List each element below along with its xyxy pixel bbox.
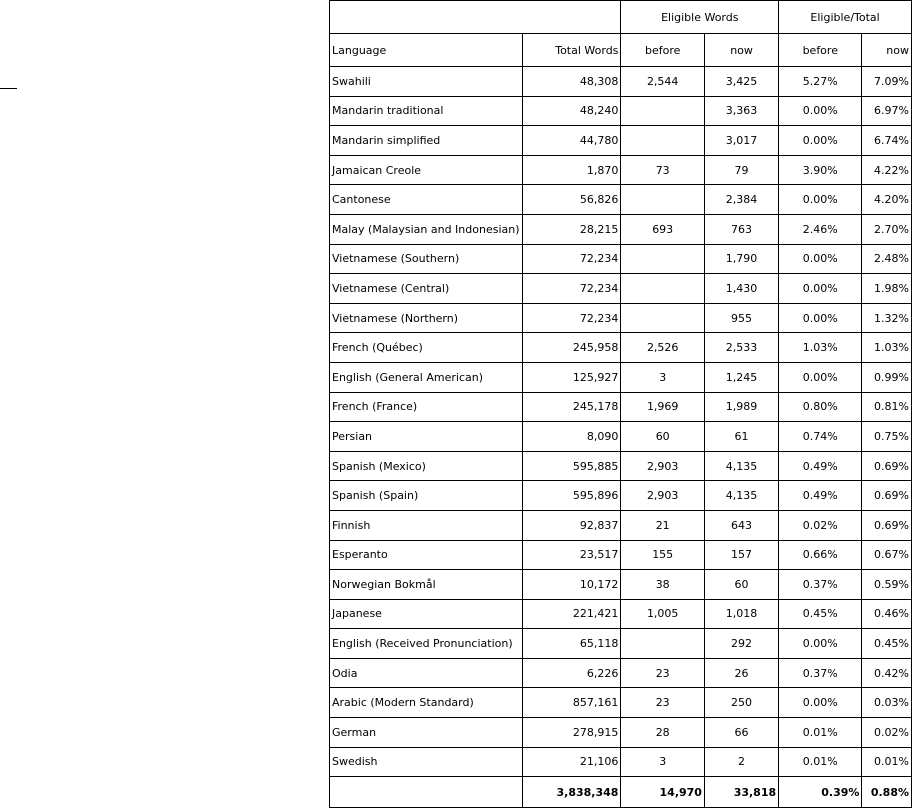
total-words-cell: 245,958 [522,333,621,363]
total-words-before-cell: 14,970 [621,777,705,808]
table-row [330,629,912,659]
language-column-header: Language [330,34,523,67]
total-words-cell: 6,226 [522,658,621,688]
pct-now-column-header: now [862,34,912,67]
language-cell: Arabic (Modern Standard) [330,688,523,718]
table-row [330,155,912,185]
pct-now-cell: 0.69% [862,451,912,481]
words-before-cell: 3 [621,747,705,777]
table-row [330,510,912,540]
words-before-cell: 38 [621,570,705,600]
language-cell: French (France) [330,392,523,422]
words-now-cell: 66 [704,718,778,748]
words-now-cell: 3,425 [704,67,778,97]
pct-now-cell: 0.02% [862,718,912,748]
table-row [330,67,912,97]
table-row [330,333,912,363]
table-row [330,244,912,274]
words-before-cell: 1,969 [621,392,705,422]
words-before-cell: 2,903 [621,481,705,511]
margin-dash [0,88,17,89]
table-row [330,362,912,392]
table-row [330,451,912,481]
words-now-cell: 1,989 [704,392,778,422]
words-before-cell [621,274,705,304]
pct-before-cell: 0.00% [779,126,862,156]
words-now-cell: 79 [704,155,778,185]
pct-before-cell: 0.00% [779,185,862,215]
words-before-cell: 21 [621,510,705,540]
pct-before-cell: 0.00% [779,362,862,392]
total-language-cell [330,777,523,808]
words-before-cell: 2,903 [621,451,705,481]
pct-now-cell: 1.98% [862,274,912,304]
eligible-words-table [329,0,912,808]
words-now-cell: 3,017 [704,126,778,156]
pct-before-cell: 0.66% [779,540,862,570]
table-row [330,718,912,748]
words-now-cell: 955 [704,303,778,333]
pct-before-cell: 0.00% [779,96,862,126]
total-words-cell: 23,517 [522,540,621,570]
total-words-cell: 1,870 [522,155,621,185]
pct-before-cell: 0.00% [779,303,862,333]
pct-before-cell: 0.80% [779,392,862,422]
header-blank-cell [330,1,621,34]
words-before-column-header: before [621,34,705,67]
pct-now-cell: 1.03% [862,333,912,363]
language-cell: English (Received Pronunciation) [330,629,523,659]
pct-before-cell: 2.46% [779,214,862,244]
table-row [330,392,912,422]
pct-before-cell: 0.01% [779,747,862,777]
totals-row [330,777,912,808]
pct-now-cell: 0.45% [862,629,912,659]
words-before-cell: 60 [621,422,705,452]
pct-now-cell: 0.42% [862,658,912,688]
total-words-now-cell: 33,818 [704,777,778,808]
words-before-cell: 3 [621,362,705,392]
words-now-cell: 1,790 [704,244,778,274]
table-row [330,214,912,244]
pct-now-cell: 6.74% [862,126,912,156]
words-now-cell: 61 [704,422,778,452]
language-cell: Swahili [330,67,523,97]
table-row [330,422,912,452]
total-words-cell: 72,234 [522,274,621,304]
words-before-cell [621,629,705,659]
words-now-cell: 763 [704,214,778,244]
table-row [330,540,912,570]
language-cell: Spanish (Mexico) [330,451,523,481]
table-row [330,303,912,333]
total-pct-now-cell: 0.88% [862,777,912,808]
language-cell: Vietnamese (Central) [330,274,523,304]
words-now-cell: 26 [704,658,778,688]
language-cell: Odia [330,658,523,688]
table-row [330,126,912,156]
total-words-cell: 48,240 [522,96,621,126]
language-cell: Spanish (Spain) [330,481,523,511]
language-cell: Norwegian Bokmål [330,570,523,600]
words-before-cell: 155 [621,540,705,570]
words-before-cell [621,244,705,274]
language-cell: Vietnamese (Northern) [330,303,523,333]
pct-now-cell: 0.69% [862,510,912,540]
total-words-cell: 48,308 [522,67,621,97]
words-now-cell: 4,135 [704,451,778,481]
words-now-cell: 250 [704,688,778,718]
pct-before-cell: 3.90% [779,155,862,185]
total-words-cell: 28,215 [522,214,621,244]
language-cell: Jamaican Creole [330,155,523,185]
words-now-cell: 1,430 [704,274,778,304]
language-cell: German [330,718,523,748]
pct-now-cell: 0.67% [862,540,912,570]
pct-before-cell: 1.03% [779,333,862,363]
table-row [330,481,912,511]
words-before-cell: 23 [621,688,705,718]
words-now-column-header: now [704,34,778,67]
total-words-cell: 56,826 [522,185,621,215]
language-cell: Vietnamese (Southern) [330,244,523,274]
words-now-cell: 2,533 [704,333,778,363]
language-cell: Mandarin simplified [330,126,523,156]
pct-now-cell: 7.09% [862,67,912,97]
pct-before-column-header: before [779,34,862,67]
pct-before-cell: 0.45% [779,599,862,629]
pct-before-cell: 0.37% [779,570,862,600]
table-row [330,185,912,215]
pct-now-cell: 0.81% [862,392,912,422]
total-words-cell: 65,118 [522,629,621,659]
words-now-cell: 4,135 [704,481,778,511]
total-words-cell: 21,106 [522,747,621,777]
table-row [330,570,912,600]
words-before-cell: 73 [621,155,705,185]
pct-now-cell: 0.46% [862,599,912,629]
pct-now-cell: 6.97% [862,96,912,126]
pct-now-cell: 1.32% [862,303,912,333]
pct-before-cell: 0.00% [779,274,862,304]
pct-now-cell: 4.20% [862,185,912,215]
total-words-cell: 125,927 [522,362,621,392]
words-before-cell: 23 [621,658,705,688]
total-words-cell: 595,896 [522,481,621,511]
words-before-cell: 2,544 [621,67,705,97]
words-now-cell: 2 [704,747,778,777]
words-before-cell: 28 [621,718,705,748]
total-words-cell: 278,915 [522,718,621,748]
pct-now-cell: 4.22% [862,155,912,185]
eligible-words-header: Eligible Words [621,1,779,34]
language-cell: Swedish [330,747,523,777]
pct-before-cell: 0.02% [779,510,862,540]
total-words-cell: 10,172 [522,570,621,600]
group-header-row [330,1,912,34]
words-before-cell [621,185,705,215]
words-now-cell: 1,245 [704,362,778,392]
words-now-cell: 643 [704,510,778,540]
total-words-cell: 857,161 [522,688,621,718]
pct-before-cell: 0.01% [779,718,862,748]
total-words-cell: 72,234 [522,244,621,274]
eligible-total-header: Eligible/Total [779,1,912,34]
words-before-cell [621,96,705,126]
words-now-cell: 157 [704,540,778,570]
language-cell: English (General American) [330,362,523,392]
words-before-cell: 1,005 [621,599,705,629]
language-cell: Japanese [330,599,523,629]
language-cell: Cantonese [330,185,523,215]
pct-before-cell: 5.27% [779,67,862,97]
language-cell: French (Québec) [330,333,523,363]
language-cell: Mandarin traditional [330,96,523,126]
pct-now-cell: 0.01% [862,747,912,777]
total-words-cell: 72,234 [522,303,621,333]
total-words-cell: 221,421 [522,599,621,629]
pct-before-cell: 0.37% [779,658,862,688]
words-before-cell [621,303,705,333]
words-now-cell: 292 [704,629,778,659]
total-words-cell: 92,837 [522,510,621,540]
pct-now-cell: 0.59% [862,570,912,600]
words-now-cell: 60 [704,570,778,600]
pct-now-cell: 2.48% [862,244,912,274]
table-row [330,658,912,688]
pct-before-cell: 0.49% [779,451,862,481]
words-before-cell: 2,526 [621,333,705,363]
table-row [330,96,912,126]
language-cell: Esperanto [330,540,523,570]
pct-now-cell: 2.70% [862,214,912,244]
table-row [330,274,912,304]
pct-before-cell: 0.00% [779,629,862,659]
pct-now-cell: 0.03% [862,688,912,718]
total-words-cell: 8,090 [522,422,621,452]
words-before-cell [621,126,705,156]
language-cell: Finnish [330,510,523,540]
total-total-words-cell: 3,838,348 [522,777,621,808]
total-words-cell: 595,885 [522,451,621,481]
table-row [330,747,912,777]
table-row [330,688,912,718]
pct-before-cell: 0.49% [779,481,862,511]
pct-before-cell: 0.74% [779,422,862,452]
column-header-row [330,34,912,67]
pct-before-cell: 0.00% [779,688,862,718]
total-words-cell: 44,780 [522,126,621,156]
total-pct-before-cell: 0.39% [779,777,862,808]
words-now-cell: 1,018 [704,599,778,629]
words-before-cell: 693 [621,214,705,244]
table-row [330,599,912,629]
pct-now-cell: 0.99% [862,362,912,392]
pct-now-cell: 0.69% [862,481,912,511]
words-now-cell: 2,384 [704,185,778,215]
pct-before-cell: 0.00% [779,244,862,274]
pct-now-cell: 0.75% [862,422,912,452]
total-words-cell: 245,178 [522,392,621,422]
total-words-column-header: Total Words [522,34,621,67]
language-cell: Malay (Malaysian and Indonesian) [330,214,523,244]
language-cell: Persian [330,422,523,452]
words-now-cell: 3,363 [704,96,778,126]
